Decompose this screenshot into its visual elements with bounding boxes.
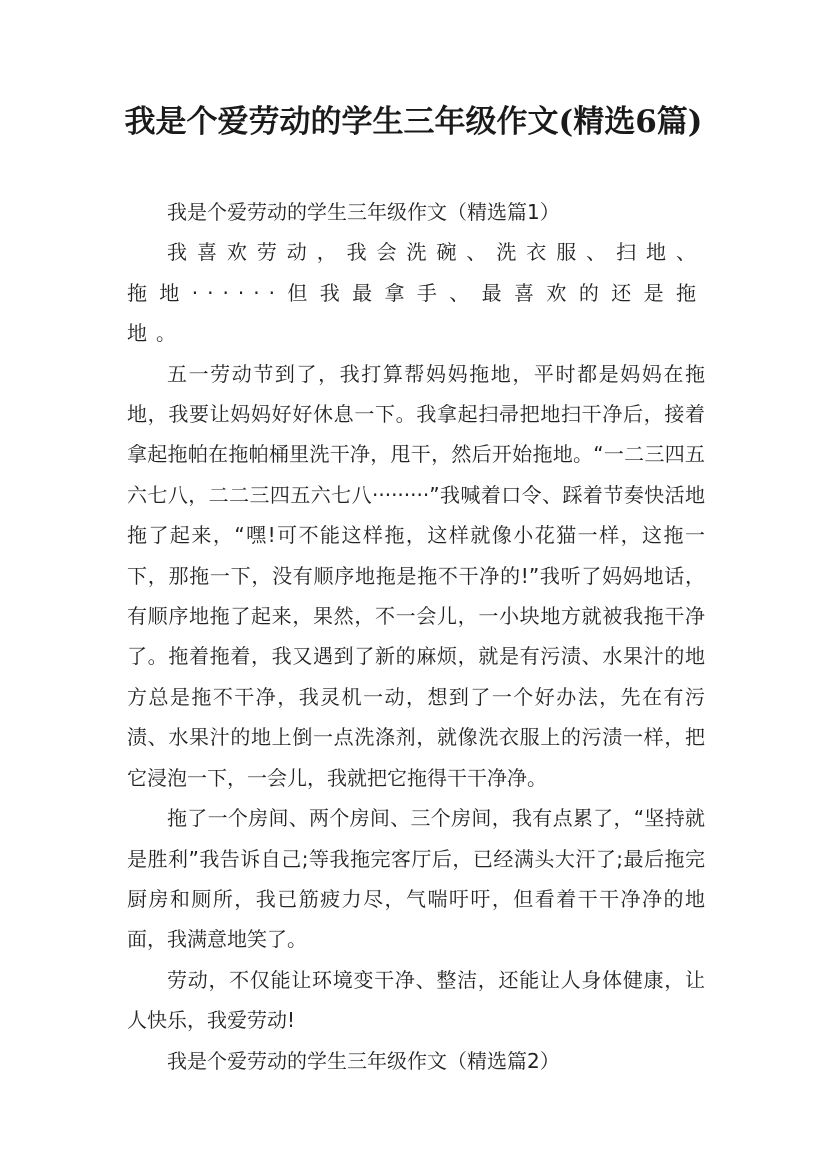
- paragraph-4: 劳动，不仅能让环境变干净、整洁，还能让人身体健康，让人快乐，我爱劳动!: [127, 967, 705, 1033]
- section-heading-1: 我是个爱劳动的学生三年级作文（精选篇1）: [167, 200, 560, 224]
- paragraph-2: 五一劳动节到了，我打算帮妈妈拖地，平时都是妈妈在拖地，我要让妈妈好好休息一下。我拿起扫帚把地扫干净后，接着拿起拖帕在拖帕桶里洗干净，甩干，然后开始拖地。“一二三四五六七八，二二三四五六七八·········”我喊着口令、踩着节奏快活地拖了起来，“嘿!可不能这样拖，这样就像小花猫一样，这拖一下，那拖一下，没有顺序地拖是拖不干净的!”我听了妈妈地话，有顺序地拖了起来，果然，不一会儿，一小块地方就被我拖干净了。拖着拖着，我又遇到了新的麻烦，就是有污渍、水果汁的地方总是拖不干净，我灵机一动，想到了一个好办法，先在有污渍、水果汁的地上倒一点洗涤剂，就像洗衣服上的污渍一样，把它浸泡一下，一会儿，我就把它拖得干干净净。: [127, 361, 705, 790]
- document-title: 我是个爱劳动的学生三年级作文(精选6篇): [124, 104, 703, 140]
- paragraph-3: 拖了一个房间、两个房间、三个房间，我有点累了，“坚持就是胜利”我告诉自己;等我拖完客厅后，已经满头大汗了;最后拖完厨房和厕所，我已筋疲力尽，气喘吁吁，但看着干干净净的地面，我满意地笑了。: [127, 806, 705, 952]
- paragraph-1: 我喜欢劳动，我会洗碗、洗衣服、扫地、拖地······但我最拿手、最喜欢的还是拖地。: [127, 240, 705, 346]
- document-body: [127, 192, 705, 1081]
- section-heading-2: 我是个爱劳动的学生三年级作文（精选篇2）: [167, 1048, 560, 1073]
